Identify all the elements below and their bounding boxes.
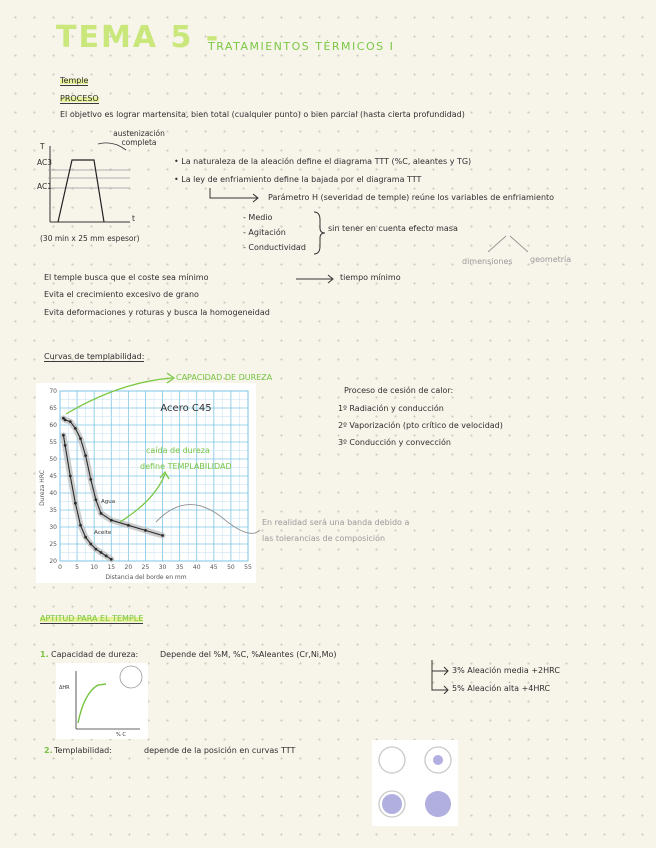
x-tick-label: 15 [107,564,116,571]
banda-note-2: las tolerancias de composición [262,534,386,543]
y-tick-label: 20 [49,558,57,565]
y-tick-label: 45 [49,473,57,480]
aleacion-media: 3% Aleación media +2HRC [452,666,560,675]
aptitud-heading: APTITUD PARA EL TEMPLE [40,614,144,623]
austenizacion-label: austenización completa [113,129,165,147]
ac3-label: AC3 [37,158,53,167]
y-tick-label: 65 [49,405,57,412]
series-label-aceite: Aceite [94,529,112,536]
data-point [110,558,113,561]
axis-t-label: T [40,142,45,151]
x-tick-label: 30 [158,564,167,571]
bullet-naturaleza: • La naturaleza de la aleación define el diagrama TTT (%C, aleantes y TG) [174,157,472,166]
note-coste: El temple busca que el coste sea mínimo [44,273,209,282]
diagram-caption: (30 min x 25 mm espesor) [40,234,140,243]
y-tick-label: 30 [49,524,57,531]
note-grano: Evita el crecimiento excesivo de grano [44,290,199,299]
sub-medio: - Medio [243,213,273,222]
cycle-line [58,160,104,222]
x-tick-label: 10 [90,564,99,571]
cesion-2: 2º Vaporización (pto crítico de velocidad) [338,421,503,430]
data-point [105,555,108,558]
mini-ylabel: ΔHR [59,685,70,691]
masa-geometria: geometría [530,255,572,264]
x-tick-label: 50 [227,564,235,571]
page-title: TEMA 5 - [56,20,221,55]
parametro-h-text: Parámetro H (severidad de temple) reúne los variables de enfriamiento [268,193,555,202]
note-homogeneidad: Evita deformaciones y roturas y busca la homogeneidad [44,308,270,317]
callout-caida-1: caída de dureza [146,446,210,455]
y-tick-label: 60 [49,422,57,429]
x-tick-label: 25 [141,564,150,571]
note-tiempo: tiempo mínimo [340,273,401,282]
item2-text: depende de la posición en curvas TTT [144,746,296,755]
x-tick-label: 0 [58,564,62,571]
aleacion-alta: 5% Aleación alta +4HRC [452,684,551,693]
circle-none [379,747,405,773]
martensite-depth-circles [372,740,458,826]
axis-time-label: t [132,214,135,223]
y-tick-label: 35 [49,507,57,514]
series-label-agua: Agua [101,499,116,506]
ac1-label: AC1 [37,182,53,191]
item1-text: Depende del %M, %C, %Aleantes (Cr,Ni,Mo) [160,650,337,659]
sub-agitacion: - Agitación [243,228,286,237]
x-tick-label: 40 [192,564,201,571]
callout-capacidad: CAPACIDAD DE DUREZA [176,373,273,382]
page-subtitle: TRATAMIENTOS TÉRMICOS I [208,40,395,53]
x-tick-label: 55 [244,564,252,571]
cesion-1: 1º Radiación y conducción [338,404,444,413]
data-point [94,548,97,551]
chart-ylabel: Dureza HRC [39,470,46,506]
circle-large-core [382,794,402,814]
chart-xlabel: Distancia del borde en mm [105,574,187,581]
masa-split-arrows [478,234,538,256]
masa-dimensiones: dimensiones [462,257,513,266]
mini-xlabel: % C [116,732,126,738]
cesion-3: 3º Conducción y convección [338,438,451,447]
mini-circle [120,666,142,688]
data-point [89,543,92,546]
cesion-heading: Proceso de cesión de calor: [344,386,454,395]
circle-full [425,791,451,817]
circle-small-core [433,755,443,765]
y-tick-label: 25 [49,541,57,548]
proceso-heading: PROCESO [60,94,99,103]
objective-text: El objetivo es lograr martensita, bien total (cualquier punto) o bien parcial (hasta cierta profundidad) [60,110,465,119]
y-tick-label: 40 [49,490,57,497]
bullet-ley: • La ley de enfriamiento define la bajada por el diagrama TTT [174,175,422,184]
item1-title: Capacidad de dureza: [51,650,139,659]
chart-title: Acero C45 [160,403,212,414]
brace-text: sin tener en cuenta efecto masa [328,224,458,233]
arrow-tiempo [294,274,338,284]
x-tick-label: 35 [175,564,184,571]
curvas-heading: Curvas de templabilidad: [44,352,145,361]
brace [312,210,328,256]
item1-number: 1. [40,650,49,659]
item2-number: 2. [44,746,53,755]
sub-conductividad: - Conductividad [243,243,306,252]
mini-hardness-chart [56,663,148,739]
item2-title: Templabilidad: [54,746,112,755]
y-tick-label: 70 [49,388,57,395]
y-tick-label: 55 [49,439,57,446]
data-point [100,551,103,554]
y-tick-label: 50 [49,456,57,463]
callout-caida-2: define TEMPLABILIDAD [140,462,232,471]
callout-arrows [60,370,290,540]
aleacion-branch [428,660,452,694]
x-tick-label: 20 [124,564,133,571]
branch-arrow [206,186,266,206]
x-tick-label: 45 [209,564,218,571]
banda-note-1: En realidad será una banda debido a [262,518,410,527]
temple-heading: Temple [60,76,89,85]
x-tick-label: 5 [75,564,80,571]
